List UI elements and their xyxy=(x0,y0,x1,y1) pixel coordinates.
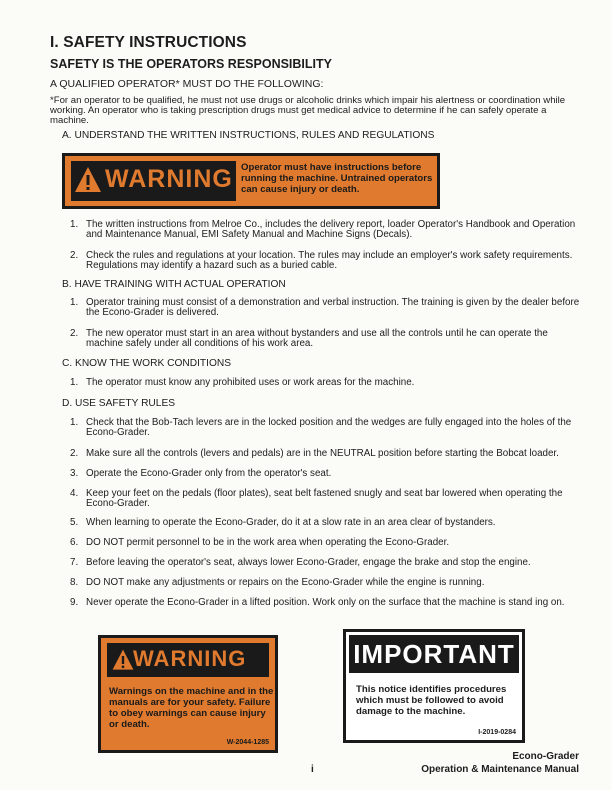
decal-code: W-2044-1285 xyxy=(226,739,269,746)
list-item: 2. The new operator must start in an area without bystanders and use all the controls until he can operate the machine safely under all conditions of his work area. xyxy=(70,328,548,349)
page-title: I. SAFETY INSTRUCTIONS xyxy=(50,34,247,51)
footer-title xyxy=(421,750,579,776)
list-item: 1. The operator must know any prohibited uses or work areas for the machine. xyxy=(70,377,415,388)
list-item: 1. The written instructions from Melroe Co., includes the delivery report, loader Operator's Handbook and Operation and Maintenance Manual, EMI Safety Manual and Machine Signs (Decals). xyxy=(70,219,576,240)
page-number: i xyxy=(311,764,314,775)
warning-panel-bottom xyxy=(98,635,278,753)
warning-header xyxy=(107,643,269,677)
list-item: 7. Before leaving the operator's seat, always lower Econo-Grader, engage the brake and stop the engine. xyxy=(70,557,531,568)
warning-word: WARNING xyxy=(133,646,247,671)
intro-heading: A QUALIFIED OPERATOR* MUST DO THE FOLLOWING: xyxy=(50,78,324,90)
list-item: 5. When learning to operate the Econo-Grader, do it at a slow rate in an area clear of bystanders. xyxy=(70,517,496,528)
list-item: 3. Operate the Econo-Grader only from the operator's seat. xyxy=(70,468,332,479)
footnote: *For an operator to be qualified, he must not use drugs or alcoholic drinks which impair his alertness or coordination while working. An operator who is taking prescription drugs must get medical advice to determine if he can safely operate a machine. xyxy=(50,95,566,126)
footer-line-1: Econo-Grader xyxy=(512,751,579,762)
important-text: This notice identifies procedures which must be followed to avoid damage to the machine. xyxy=(356,684,507,717)
page-subtitle: SAFETY IS THE OPERATORS RESPONSIBILITY xyxy=(50,57,332,71)
warning-triangle-icon xyxy=(111,648,135,672)
section-a-heading: A. UNDERSTAND THE WRITTEN INSTRUCTIONS, RULES AND REGULATIONS xyxy=(62,130,435,141)
list-item: 9. Never operate the Econo-Grader in a lifted position. Work only on the surface that the machine is stand ing on. xyxy=(70,597,565,608)
important-panel xyxy=(343,629,525,743)
warning-panel-top xyxy=(62,153,440,209)
warning-word: WARNING xyxy=(105,165,233,193)
warning-header xyxy=(71,161,236,201)
warning-triangle-icon xyxy=(73,165,103,195)
important-header xyxy=(349,635,519,673)
list-item: 2. Make sure all the controls (levers and pedals) are in the NEUTRAL position before starting the Bobcat loader. xyxy=(70,448,559,459)
list-item: 1. Operator training must consist of a demonstration and verbal instruction. The training is given by the dealer before the Econo-Grader is delivered. xyxy=(70,297,580,318)
decal-code: I-2019-0284 xyxy=(478,729,516,736)
section-d-heading: D. USE SAFETY RULES xyxy=(62,398,176,409)
section-c-heading: C. KNOW THE WORK CONDITIONS xyxy=(62,358,232,369)
footer-line-2: Operation & Maintenance Manual xyxy=(421,764,579,775)
warning-text: Operator must have instructions before running the machine. Untrained operators can cause injury or death. xyxy=(241,162,433,195)
list-item: 1. Check that the Bob-Tach levers are in the locked position and the wedges are fully engaged into the holes of the Econo-Grader. xyxy=(70,417,572,438)
list-item: 2. Check the rules and regulations at your location. The rules may include an employer's work safety requirements. Regulations may identify a hazard such as a buried cable. xyxy=(70,250,573,271)
warning-text: Warnings on the machine and in the manuals are for your safety. Failure to obey warnings can cause injury or death. xyxy=(109,686,274,730)
list-item: 6. DO NOT permit personnel to be in the work area when operating the Econo-Grader. xyxy=(70,537,450,548)
list-item: 4. Keep your feet on the pedals (floor plates), seat belt fastened snugly and seat bar lowered when operating the Econo-Grader. xyxy=(70,488,563,509)
list-item: 8. DO NOT make any adjustments or repairs on the Econo-Grader while the engine is running. xyxy=(70,577,485,588)
important-word: IMPORTANT xyxy=(353,639,515,669)
section-b-heading: B. HAVE TRAINING WITH ACTUAL OPERATION xyxy=(62,279,286,290)
